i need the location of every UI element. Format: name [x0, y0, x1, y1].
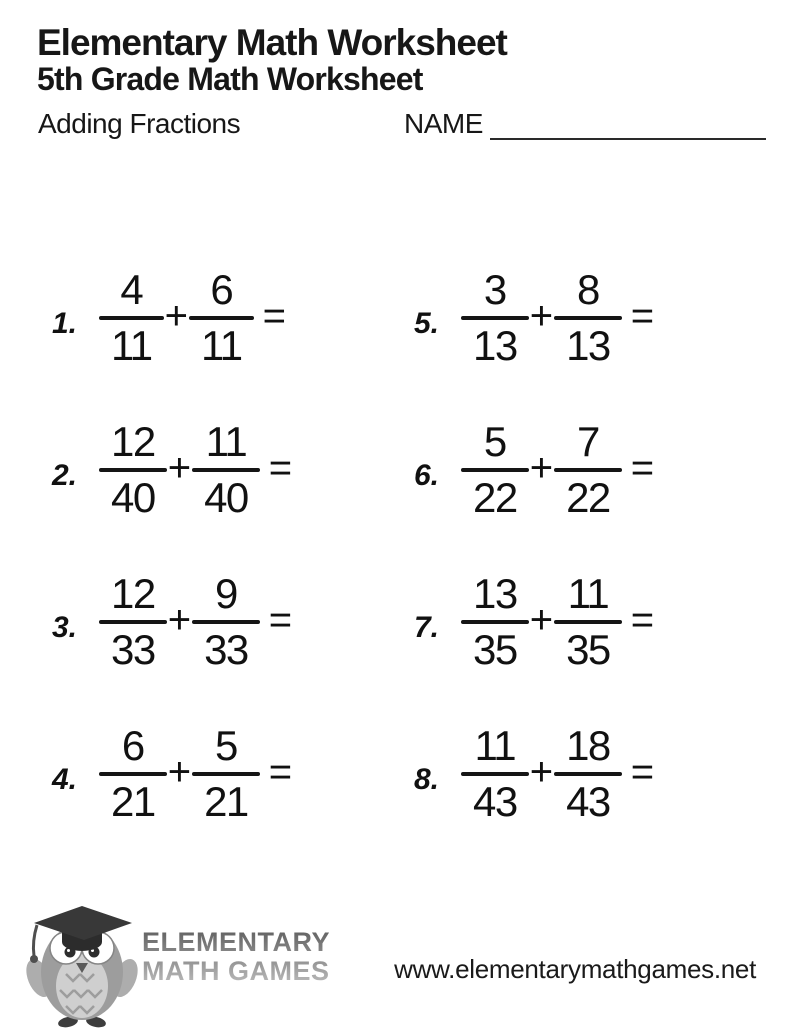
fraction-bar [461, 316, 529, 320]
name-row [404, 108, 766, 140]
fraction-numerator: 11 [205, 418, 247, 465]
fraction-numerator: 5 [483, 418, 506, 465]
problem-number: 2. [52, 459, 78, 492]
plus-sign: + [164, 293, 188, 338]
problem-8 [400, 698, 800, 850]
fraction [472, 570, 518, 673]
problem-6 [400, 394, 800, 546]
equals-sign: = [630, 597, 655, 642]
problem-number: 7. [414, 611, 440, 644]
fraction-numerator: 5 [215, 722, 237, 769]
fraction-bar [554, 620, 622, 624]
fraction [565, 570, 611, 673]
fraction-bar [554, 772, 622, 776]
name-label: NAME [404, 108, 483, 139]
problem-1 [0, 242, 400, 394]
owl-graduation-cap-icon [26, 904, 138, 1028]
fraction [203, 418, 249, 521]
fraction-denominator: 35 [566, 626, 610, 673]
fraction-numerator: 6 [210, 266, 233, 313]
fraction-numerator: 9 [215, 570, 237, 617]
fraction-numerator: 6 [121, 722, 144, 769]
fraction-denominator: 22 [473, 474, 517, 521]
fraction [203, 722, 249, 825]
problems-grid [0, 242, 800, 850]
worksheet-subtitle: 5th Grade Math Worksheet [37, 61, 423, 97]
fraction-bar [189, 316, 254, 320]
fraction [110, 266, 153, 369]
fraction-denominator: 11 [111, 322, 152, 369]
plus-sign: + [529, 293, 554, 338]
equals-sign: = [630, 445, 655, 490]
problem-number: 1. [52, 307, 78, 340]
fraction-bar [461, 772, 529, 776]
fraction-numerator: 12 [111, 418, 155, 465]
fraction-denominator: 11 [200, 322, 242, 369]
problem-number: 6. [414, 459, 440, 492]
fraction-bar [192, 620, 260, 624]
fraction [565, 418, 611, 521]
plus-sign: + [167, 749, 192, 794]
fraction [110, 722, 156, 825]
equals-sign: = [268, 445, 293, 490]
fraction-denominator: 40 [111, 474, 155, 521]
fraction-numerator: 11 [474, 722, 516, 769]
fraction-denominator: 21 [111, 778, 155, 825]
fraction [200, 266, 243, 369]
equals-sign: = [630, 749, 655, 794]
problem-number: 5. [414, 307, 440, 340]
plus-sign: + [167, 445, 192, 490]
logo-line-2: MATH GAMES [142, 956, 330, 987]
fraction-denominator: 43 [566, 778, 610, 825]
worksheet-topic: Adding Fractions [38, 108, 241, 139]
fraction-bar [99, 772, 167, 776]
fraction [565, 266, 611, 369]
fraction [203, 570, 249, 673]
fraction [472, 418, 518, 521]
problem-number: 8. [414, 763, 440, 796]
fraction-numerator: 8 [577, 266, 599, 313]
fraction [565, 722, 611, 825]
fraction [472, 722, 518, 825]
fraction [472, 266, 518, 369]
problem-5 [400, 242, 800, 394]
fraction-bar [461, 620, 529, 624]
fraction-bar [192, 772, 260, 776]
problem-number: 3. [52, 611, 78, 644]
plus-sign: + [529, 445, 554, 490]
name-blank-line [490, 112, 766, 140]
fraction-numerator: 11 [567, 570, 609, 617]
equals-sign: = [268, 597, 293, 642]
fraction-denominator: 43 [473, 778, 517, 825]
fraction-numerator: 3 [483, 266, 506, 313]
equals-sign: = [268, 749, 293, 794]
plus-sign: + [167, 597, 192, 642]
fraction-bar [554, 468, 622, 472]
fraction-numerator: 12 [111, 570, 155, 617]
fraction-numerator: 4 [120, 266, 143, 313]
equals-sign: = [262, 293, 286, 338]
fraction-bar [99, 468, 167, 472]
plus-sign: + [529, 597, 554, 642]
website-url: www.elementarymathgames.net [394, 954, 756, 984]
logo-wordmark [142, 928, 330, 986]
problem-3 [0, 546, 400, 698]
fraction [110, 418, 156, 521]
fraction-bar [99, 316, 164, 320]
plus-sign: + [529, 749, 554, 794]
problem-4 [0, 698, 400, 850]
fraction-denominator: 35 [473, 626, 517, 673]
fraction-denominator: 13 [566, 322, 610, 369]
fraction-numerator: 13 [473, 570, 517, 617]
fraction-bar [554, 316, 622, 320]
problem-2 [0, 394, 400, 546]
worksheet-title: Elementary Math Worksheet [37, 22, 507, 63]
fraction-bar [461, 468, 529, 472]
equals-sign: = [630, 293, 655, 338]
fraction-denominator: 13 [473, 322, 517, 369]
fraction-bar [192, 468, 260, 472]
fraction-denominator: 21 [204, 778, 248, 825]
problem-7 [400, 546, 800, 698]
fraction-bar [99, 620, 167, 624]
fraction-numerator: 18 [566, 722, 610, 769]
fraction-denominator: 33 [111, 626, 155, 673]
fraction [110, 570, 156, 673]
fraction-numerator: 7 [577, 418, 599, 465]
logo-line-1: ELEMENTARY [142, 927, 331, 957]
fraction-denominator: 40 [204, 474, 248, 521]
fraction-denominator: 33 [204, 626, 248, 673]
problem-number: 4. [52, 763, 78, 796]
fraction-denominator: 22 [566, 474, 610, 521]
